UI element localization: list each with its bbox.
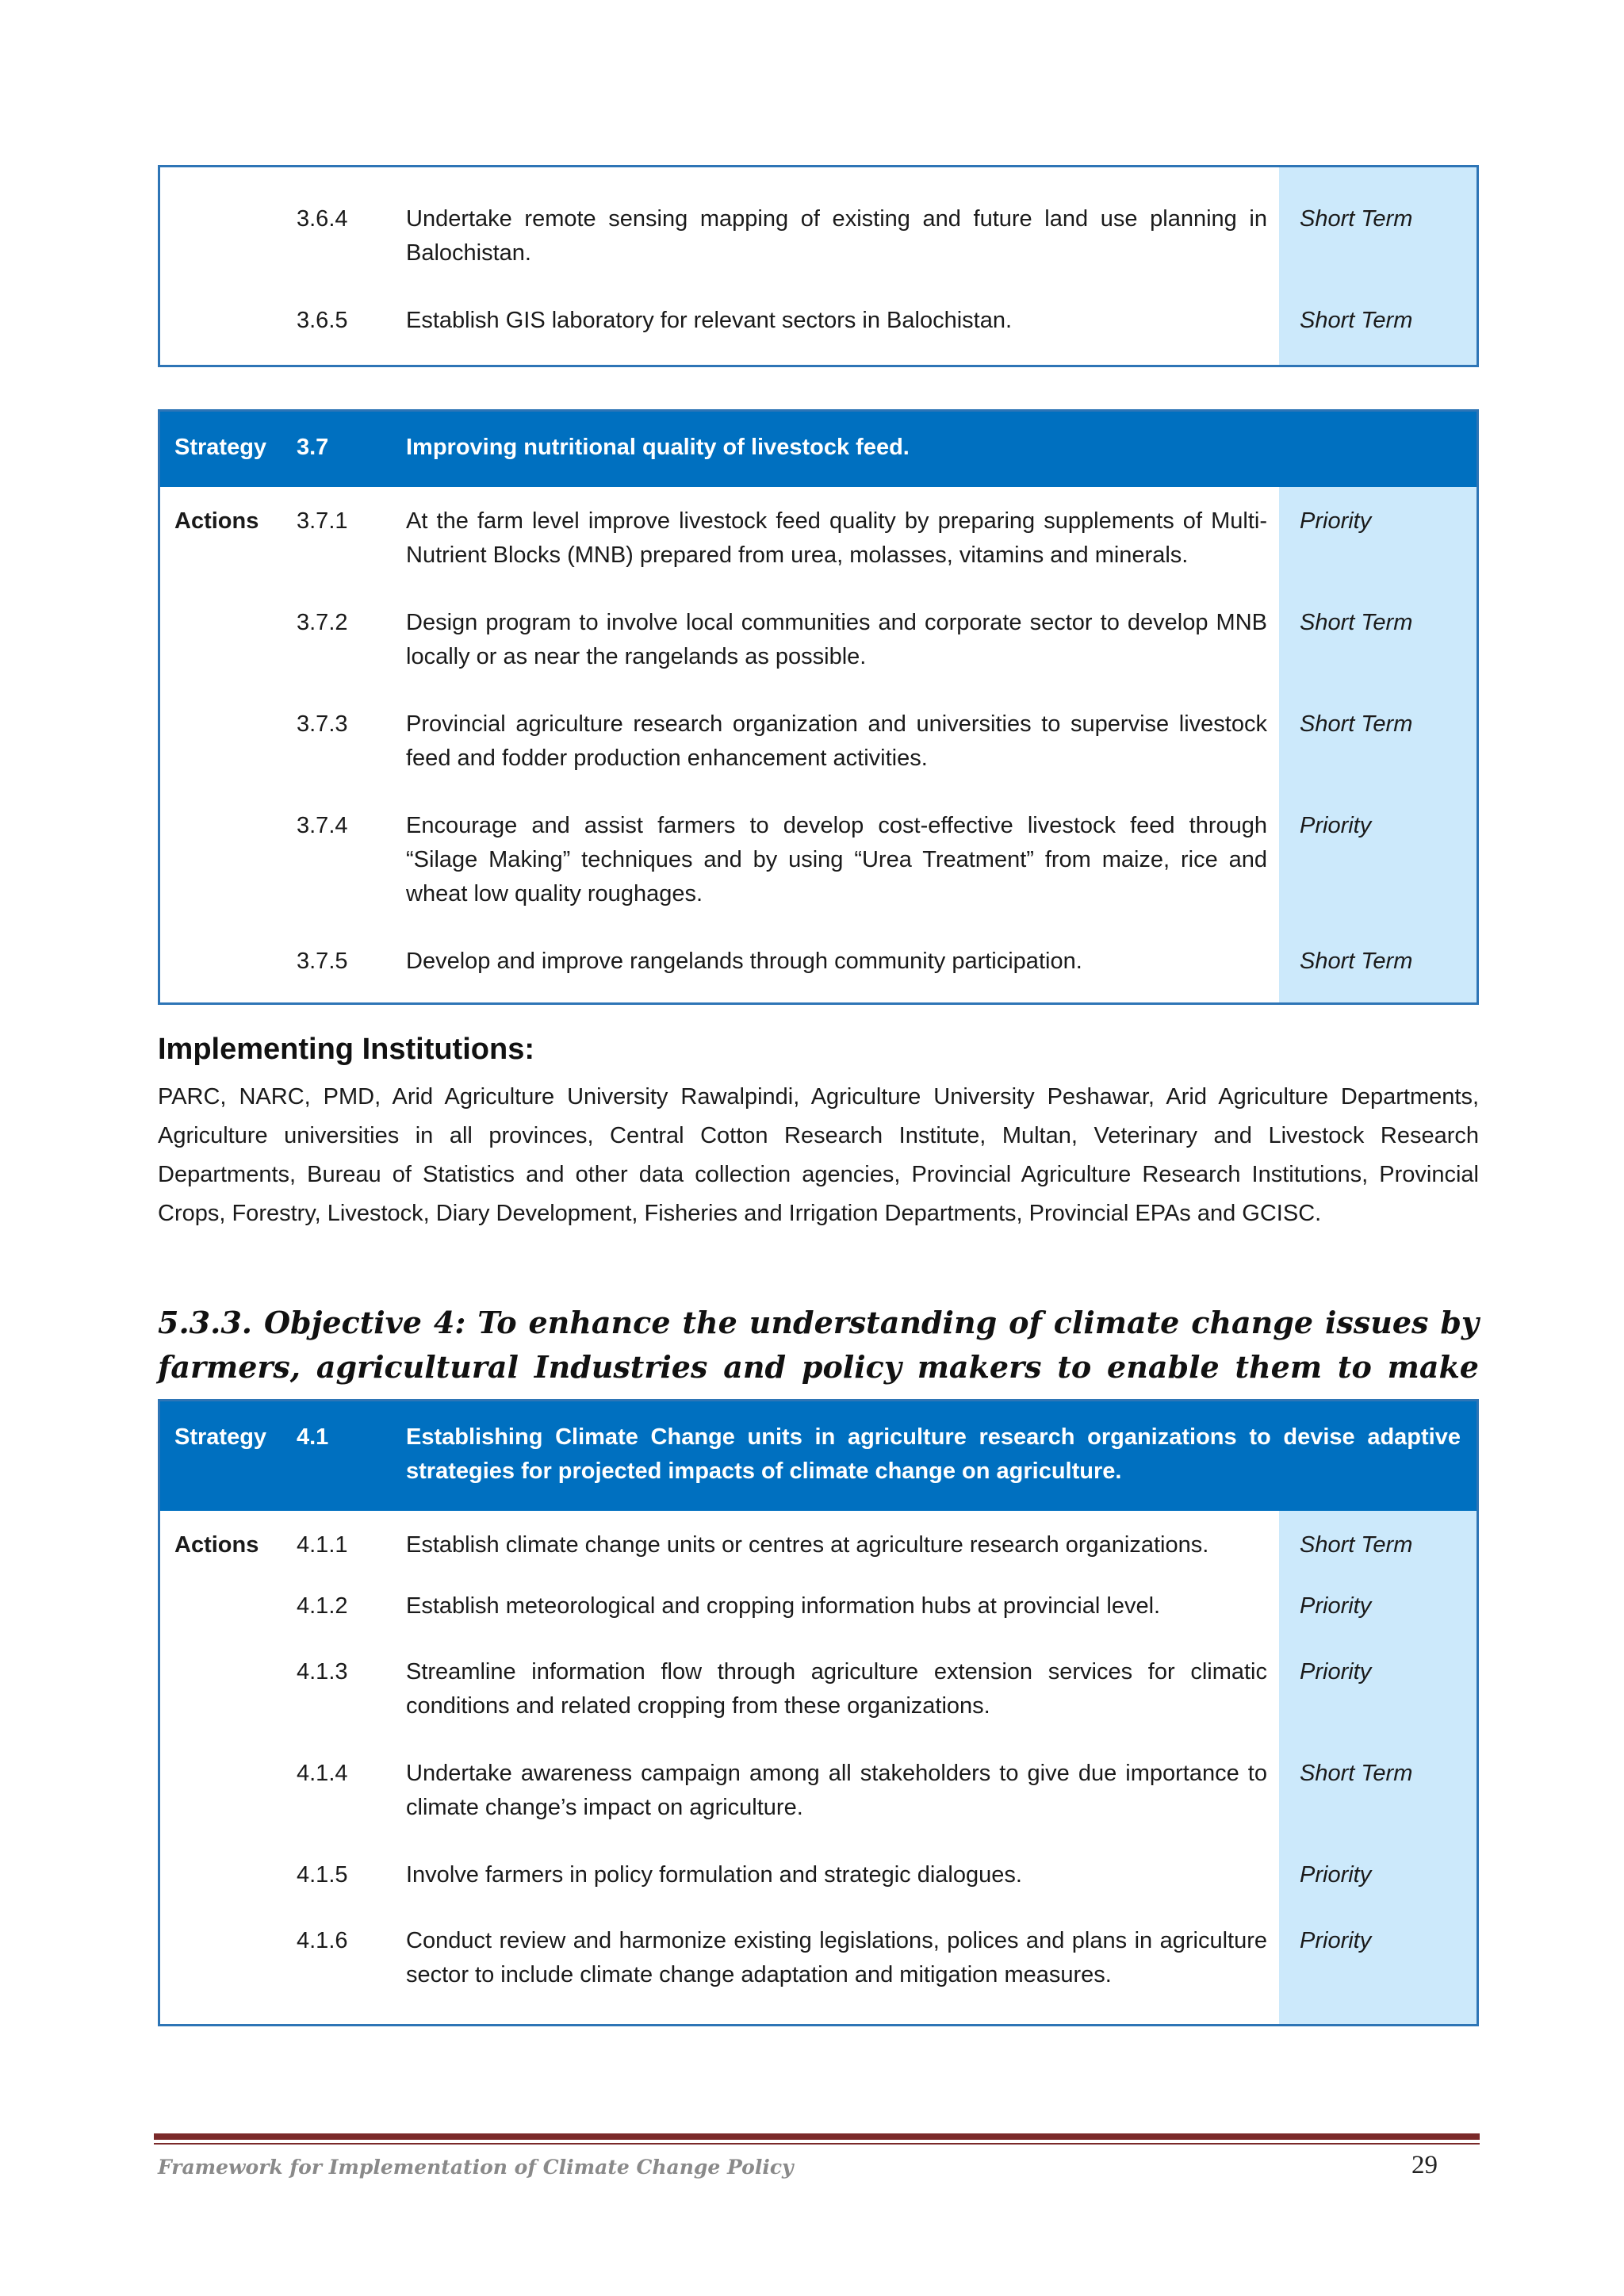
action-term: Priority: [1300, 813, 1372, 838]
implementing-institutions-body: PARC, NARC, PMD, Arid Agriculture University Rawalpindi, Agriculture University Peshawar, Arid Agriculture Departments, Agriculture universities in all provinces, Central Cotton Research Institute, Multan, Veterinary and Livestock Research Departments, Bureau of Statistics and other data collection agencies, Provincial Agriculture Research Institutions, Provincial Crops, Forestry, Livestock, Diary Development, Fisheries and Irrigation Departments, Provincial EPAs and GCISC.: [158, 1084, 1479, 1226]
action-term: Short Term: [1300, 206, 1413, 232]
action-term: Priority: [1300, 1593, 1372, 1619]
action-term: Priority: [1300, 1862, 1372, 1888]
action-number: 4.1.3: [297, 1659, 348, 1685]
table-strategy-3-7: [158, 409, 1479, 1005]
action-number: 4.1.5: [297, 1862, 348, 1888]
action-number: 3.7.1: [297, 508, 348, 534]
table-strategy-4-1: [158, 1399, 1479, 2026]
actions-label: Actions: [174, 508, 259, 534]
action-number: 3.7.3: [297, 711, 348, 737]
implementing-institutions-title: Implementing Institutions:: [158, 1033, 534, 1066]
action-text: Encourage and assist farmers to develop cost-effective livestock feed through “Silage Making” techniques and by using “Urea Treatment” from maize, rice and wheat low quality roughages.: [406, 813, 1267, 907]
action-term: Priority: [1300, 1659, 1372, 1685]
action-text: Design program to involve local communities and corporate sector to develop MNB locally or as near the rangelands as possible.: [406, 610, 1267, 669]
action-row: [160, 606, 1477, 674]
footer-title: Framework for Implementation of Climate Change Policy: [158, 2156, 794, 2179]
footer-divider-thin: [154, 2143, 1480, 2145]
action-row: [160, 945, 1477, 979]
action-text: Streamline information flow through agriculture extension services for climatic conditions and related cropping from these organizations.: [406, 1659, 1267, 1719]
action-number: 3.6.5: [297, 308, 348, 333]
strategy-title: Improving nutritional quality of livestock feed.: [406, 435, 910, 460]
strategy-number: 3.7: [297, 435, 329, 460]
action-term: Short Term: [1300, 949, 1413, 974]
action-number: 3.7.5: [297, 949, 348, 974]
action-number: 3.7.2: [297, 610, 348, 635]
action-text: Conduct review and harmonize existing legislations, polices and plans in agriculture sector to include climate change adaptation and mitigation measures.: [406, 1928, 1267, 1987]
action-number: 3.7.4: [297, 813, 348, 838]
action-row: [160, 202, 1477, 270]
action-text: At the farm level improve livestock feed quality by preparing supplements of Multi-Nutrient Blocks (MNB) prepared from urea, molasses, vitamins and minerals.: [406, 508, 1267, 568]
action-number: 4.1.1: [297, 1532, 348, 1558]
action-term: Short Term: [1300, 1761, 1413, 1786]
action-row: [160, 304, 1477, 338]
page-number: 29: [1411, 2151, 1438, 2179]
strategy-label: Strategy: [174, 435, 267, 460]
action-row: [160, 1528, 1477, 1562]
action-text: Establish meteorological and cropping information hubs at provincial level.: [406, 1593, 1161, 1619]
action-row: [160, 1858, 1477, 1892]
action-term: Short Term: [1300, 1532, 1413, 1558]
action-text: Undertake awareness campaign among all stakeholders to give due importance to climate change’s impact on agriculture.: [406, 1761, 1267, 1820]
strategy-header: [160, 1401, 1477, 1511]
action-row: [160, 1924, 1477, 1992]
action-number: 3.6.4: [297, 206, 348, 232]
action-text: Develop and improve rangelands through community participation.: [406, 949, 1082, 974]
strategy-label: Strategy: [174, 1424, 267, 1450]
objective-heading: 5.3.3. Objective 4: To enhance the understanding of climate change issues by farmers, agricultural Industries and policy makers to enable them to make: [158, 1305, 1479, 1385]
strategy-header: [160, 412, 1477, 487]
action-number: 4.1.6: [297, 1928, 348, 1953]
action-row: [160, 707, 1477, 776]
action-row: [160, 809, 1477, 911]
action-term: Short Term: [1300, 711, 1413, 737]
action-term: Short Term: [1300, 308, 1413, 333]
action-term: Priority: [1300, 508, 1372, 534]
action-text: Establish climate change units or centres at agriculture research organizations.: [406, 1532, 1209, 1558]
actions-label: Actions: [174, 1532, 259, 1558]
action-number: 4.1.2: [297, 1593, 348, 1619]
strategy-number: 4.1: [297, 1424, 329, 1450]
action-term: Short Term: [1300, 610, 1413, 635]
table-strategy-3-6-continued: [158, 165, 1479, 367]
action-row: [160, 1757, 1477, 1825]
action-row: [160, 1655, 1477, 1723]
action-text: Provincial agriculture research organization and universities to supervise livestock feed and fodder production enhancement activities.: [406, 711, 1267, 771]
footer-divider: [154, 2133, 1480, 2140]
action-row: [160, 1589, 1477, 1623]
strategy-title: Establishing Climate Change units in agriculture research organizations to devise adaptive strategies for projected impacts of climate change on agriculture.: [406, 1424, 1461, 1484]
action-row: [160, 504, 1477, 573]
action-text: Establish GIS laboratory for relevant sectors in Balochistan.: [406, 308, 1013, 333]
action-text: Undertake remote sensing mapping of existing and future land use planning in Balochistan.: [406, 206, 1267, 266]
action-text: Involve farmers in policy formulation and strategic dialogues.: [406, 1862, 1022, 1888]
action-number: 4.1.4: [297, 1761, 348, 1786]
action-term: Priority: [1300, 1928, 1372, 1953]
